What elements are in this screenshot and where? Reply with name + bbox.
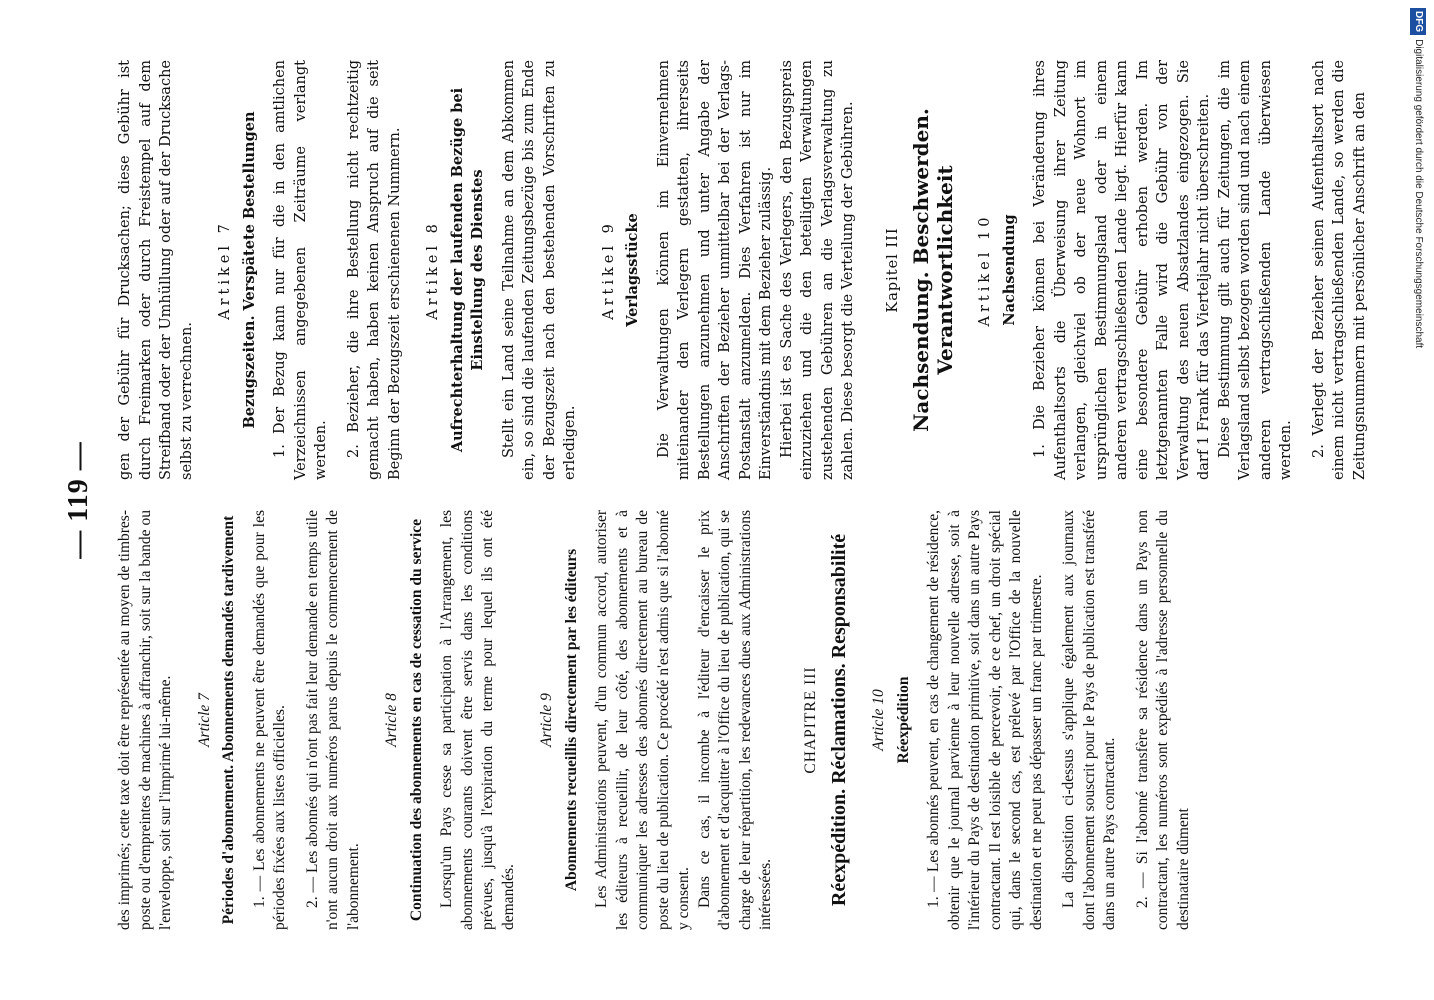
- de-article-9-label: Artikel 9: [600, 220, 617, 320]
- de-chapter-label: Kapitel III: [884, 227, 901, 313]
- fr-article-7-label: Article 7: [195, 693, 213, 747]
- german-column: [115, 60, 1370, 480]
- de-article-7-label: Artikel 7: [217, 220, 233, 320]
- fr-article-9-para-2: Dans ce cas, il incombe à l'éditeur d'encaisser le prix d'abonnement et d'acquitter à l'Office du lieu de publication, qui se charge de leur répartition, les redevances dues aux Administrations intéressées.: [695, 510, 774, 930]
- fr-article-8-title: Continuation des abonnements en cas de cessation du service: [407, 518, 425, 922]
- digitization-note-text: Digitalisierung gefördert durch die Deutsche Forschungsgemeinschaft: [1413, 39, 1424, 349]
- fr-article-9-para-1: Les Administrations peuvent, d'un commun accord, autoriser les éditeurs à recueillir, de leur côté, des abonnements et à communiquer les adresses des abonnés directement au bureau de poste du lieu de publication. Ce procédé n'est admis que si l'abonné y consent.: [593, 510, 692, 930]
- fr-article-10-label: Article 10: [870, 689, 887, 751]
- de-article-9-para-1: Die Verwaltungen können im Einvernehmen miteinander den Verlegern gestatten, ihrerseits Bestellungen anzunehmen und unter Angabe der Anschriften der Bezieher unmittelbar bei der Verlags-Postanstalt anzumelden. Dies Verfahren ist nur im Einverständnis mit dem Bezieher zulässig.: [655, 60, 774, 480]
- de-article-7-para-2: 2. Bezieher, die ihre Bestellung nicht rechtzeitig gemacht haben, haben keinen Anspruch auf die seit Beginn der Bezugszeit erschienenen Nummern.: [345, 60, 403, 480]
- de-article-8-label: Artikel 8: [425, 220, 441, 320]
- de-article-7-para-1: 1. Der Bezug kann nur für die in den amtlichen Verzeichnissen angegebenen Zeiträume verlangt werden.: [272, 60, 329, 480]
- de-intro: gen der Gebühr für Drucksachen; diese Gebühr ist durch Freimarken oder durch Freistempel auf dem Streifband oder der Umhüllung oder auf der Drucksache selbst zu verrechnen.: [117, 60, 195, 480]
- de-article-9-title: Verlagsstücke: [624, 213, 641, 327]
- fr-article-10-para-1: 1. — Les abonnés peuvent, en cas de changement de résidence, obtenir que le journal parvienne à leur nouvelle adresse, soit à l'intérieur du Pays de destination primitive, soit dans un autre Pays contractant. Il est loisible de percevoir, de ce chef, un droit spécial qui, dans le second cas, est prélevé par l'Office de la nouvelle destination et ne peut pas dépasser un franc par trimestre.: [925, 510, 1045, 930]
- fr-article-9-title: Abonnements recueillis directement par les éditeurs: [562, 548, 580, 892]
- fr-article-7-para-1: 1. — Les abonnements ne peuvent être demandés que pour les périodes fixées aux listes officielles.: [250, 510, 288, 930]
- fr-article-10-para-3: 2. — Si l'abonné transfère sa résidence dans un Pays non contractant, les numéros sont expédiés à l'adresse personnelle du destinataire dûment: [1133, 510, 1192, 930]
- fr-article-10-para-2: La disposition ci-dessus s'applique également aux journaux dont l'abonnement souscrit pour le Pays de publication est transféré dans un autre Pays contractant.: [1060, 510, 1118, 930]
- de-article-10-label: Artikel 10: [977, 213, 993, 327]
- fr-article-7-title: Périodes d'abonnement. Abonnements demandés tardivement: [220, 515, 237, 925]
- fr-article-9-label: Article 9: [538, 693, 555, 747]
- de-article-10-para-1: 1. Die Bezieher können bei Veränderung ihres Aufenthaltsorts die Überweisung ihrer Zeitung verlangen, gleichviel ob der neue Wohnort im ursprünglichen Bestimmungsland oder in einem anderen vertragschließenden Lande liegt. Hierfür kann eine besondere Gebühr erhoben werden. Im letztgenannten Falle wird die Gebühr von der Verwaltung des neuen Absatzlandes eingezogen. Sie darf 1 Frank für das Vierteljahr nicht überschreiten.: [1032, 60, 1212, 480]
- de-article-10-para-3: 2. Verlegt der Bezieher seinen Aufenthaltsort nach einem nicht vertragschließenden Lande, so werden die Zeitungsnummern mit persönlicher Anschrift an den: [1310, 60, 1368, 480]
- page-number: — 119 —: [63, 441, 94, 559]
- de-article-9-para-2: Hierbei ist es Sache des Verlegers, den Bezugspreis einzuziehen und die den beteiligten Verwaltungen zustehenden Gebühren an die Verlagsverwaltung zu zahlen. Diese besorgt die Verteilung der Gebühren.: [778, 60, 856, 480]
- dfg-logo-icon: DFG: [1410, 8, 1426, 35]
- rotated-page: [55, 0, 1375, 1000]
- de-chapter-title: Nachsendung. Beschwerden. Verantwortlichkeit: [909, 108, 957, 432]
- fr-chapter-title: Réexpédition. Réclamations. Responsabilité: [828, 533, 850, 907]
- fr-article-8-label: Article 8: [383, 693, 400, 747]
- de-article-8-title: Aufrechterhaltung der laufenden Bezüge bei Einstellung des Dienstes: [448, 87, 486, 453]
- de-article-7-title: Bezugszeiten. Verspätete Bestellungen: [240, 111, 258, 429]
- french-column: [115, 510, 1194, 930]
- digitization-note: [1410, 8, 1426, 388]
- fr-article-7-para-2: 2. — Les abonnés qui n'ont pas fait leur demande en temps utile n'ont aucun droit aux numéros parus depuis le commencement de l'abonnement.: [303, 510, 362, 930]
- de-article-8-para-1: Stellt ein Land seine Teilnahme an dem Abkommen ein, so sind die laufenden Zeitungsbezüge bis zum Ende der Bezugszeit nach den bestehenden Vorschriften zu erledigen.: [500, 60, 578, 480]
- fr-chapter-label: CHAPITRE III: [801, 666, 819, 774]
- fr-article-8-para-1: Lorsqu'un Pays cesse sa participation à l'Arrangement, les abonnements courants doivent être servis dans les conditions prévues, jusqu'à l'expiration du terme pour lequel ils ont été demandés.: [438, 510, 517, 930]
- fr-intro: des imprimés; cette taxe doit être représentée au moyen de timbres-poste ou d'empreintes de machines à affranchir, soit sur la bande ou l'enveloppe, soit sur l'imprimé lui-même.: [116, 510, 174, 930]
- de-article-10-title: Nachsendung: [1000, 214, 1018, 326]
- fr-article-10-title: Réexpédition: [894, 676, 912, 764]
- de-article-10-para-2: Diese Bestimmung gilt auch für Zeitungen, die im Verlagsland selbst bezogen worden sind und nach einem anderen vertragschließenden Lande überwiesen werden.: [1216, 60, 1294, 480]
